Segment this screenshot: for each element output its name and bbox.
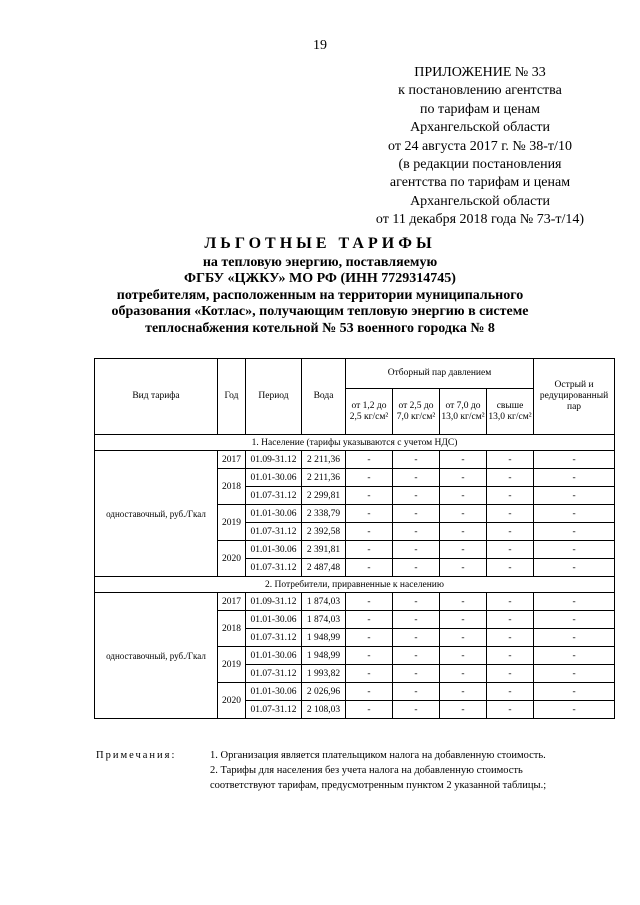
dash-cell: - (393, 505, 440, 523)
dash-cell: - (487, 469, 534, 487)
dash-cell: - (440, 629, 487, 647)
header-type: Вид тарифа (95, 359, 218, 435)
dash-cell: - (346, 611, 393, 629)
header-steam-sub: от 1,2 до 2,5 кг/см² (346, 389, 393, 435)
year-cell: 2019 (218, 647, 246, 683)
dash-cell: - (346, 487, 393, 505)
dash-cell: - (487, 629, 534, 647)
dash-cell: - (346, 505, 393, 523)
year-cell: 2018 (218, 469, 246, 505)
dash-cell: - (487, 701, 534, 719)
table-row (95, 593, 615, 611)
year-cell: 2020 (218, 683, 246, 719)
dash-cell: - (440, 593, 487, 611)
water-value-cell: 1 948,99 (302, 647, 346, 665)
title-main: ЛЬГОТНЫЕ ТАРИФЫ (204, 235, 436, 252)
dash-cell: - (534, 611, 615, 629)
dash-cell: - (393, 647, 440, 665)
water-value-cell: 2 211,36 (302, 469, 346, 487)
header-steam-sub: от 7,0 до 13,0 кг/см² (440, 389, 487, 435)
dash-cell: - (534, 469, 615, 487)
note-item: 1. Организация является плательщиком налога на добавленную стоимость. (210, 750, 546, 761)
year-cell: 2018 (218, 611, 246, 647)
dash-cell: - (346, 559, 393, 577)
period-cell: 01.01-30.06 (246, 505, 302, 523)
dash-cell: - (440, 487, 487, 505)
dash-cell: - (440, 647, 487, 665)
dash-cell: - (534, 701, 615, 719)
header-steam: Отборный пар давлением (346, 359, 534, 389)
dash-cell: - (393, 559, 440, 577)
period-cell: 01.07-31.12 (246, 523, 302, 541)
dash-cell: - (440, 611, 487, 629)
note-item: 2. Тарифы для населения без учета налога на добавленную стоимость (210, 765, 523, 776)
appendix-line: по тарифам и ценам (420, 101, 540, 117)
water-value-cell: 2 391,81 (302, 541, 346, 559)
dash-cell: - (534, 593, 615, 611)
dash-cell: - (487, 647, 534, 665)
appendix-line: от 11 декабря 2018 года № 73-т/14) (375, 212, 585, 228)
dash-cell: - (487, 683, 534, 701)
dash-cell: - (487, 541, 534, 559)
dash-cell: - (346, 665, 393, 683)
dash-cell: - (346, 593, 393, 611)
year-cell: 2019 (218, 505, 246, 541)
dash-cell: - (440, 665, 487, 683)
dash-cell: - (346, 629, 393, 647)
dash-cell: - (393, 541, 440, 559)
period-cell: 01.07-31.12 (246, 487, 302, 505)
tariff-table (94, 358, 615, 719)
dash-cell: - (393, 665, 440, 683)
dash-cell: - (487, 487, 534, 505)
water-value-cell: 2 026,96 (302, 683, 346, 701)
period-cell: 01.09-31.12 (246, 451, 302, 469)
dash-cell: - (487, 593, 534, 611)
dash-cell: - (346, 647, 393, 665)
appendix-line: Архангельской области (410, 120, 550, 136)
dash-cell: - (534, 451, 615, 469)
dash-cell: - (346, 701, 393, 719)
dash-cell: - (534, 647, 615, 665)
section-header: 2. Потребители, приравненные к населению (95, 577, 615, 593)
tariff-type-label: одноставочный, руб./Гкал (95, 451, 218, 577)
dash-cell: - (393, 523, 440, 541)
period-cell: 01.01-30.06 (246, 469, 302, 487)
water-value-cell: 1 948,99 (302, 629, 346, 647)
dash-cell: - (440, 469, 487, 487)
year-cell: 2020 (218, 541, 246, 577)
dash-cell: - (393, 487, 440, 505)
period-cell: 01.07-31.12 (246, 665, 302, 683)
dash-cell: - (534, 505, 615, 523)
water-value-cell: 2 487,48 (302, 559, 346, 577)
note-item: соответствуют тарифам, предусмотренным пунктом 2 указанной таблицы.; (210, 780, 547, 791)
appendix-line: агентства по тарифам и ценам (389, 175, 571, 191)
dash-cell: - (393, 593, 440, 611)
header-year: Год (218, 359, 246, 435)
dash-cell: - (534, 559, 615, 577)
dash-cell: - (534, 665, 615, 683)
dash-cell: - (440, 505, 487, 523)
dash-cell: - (487, 451, 534, 469)
appendix-line: ПРИЛОЖЕНИЕ № 33 (414, 65, 546, 80)
dash-cell: - (534, 683, 615, 701)
title-line: теплоснабжения котельной № 53 военного городка № 8 (145, 320, 495, 336)
water-value-cell: 1 993,82 (302, 665, 346, 683)
dash-cell: - (487, 523, 534, 541)
dash-cell: - (440, 701, 487, 719)
appendix-line: к постановлению агентства (398, 83, 562, 99)
header-period: Период (246, 359, 302, 435)
table-row (95, 451, 615, 469)
appendix-line: от 24 августа 2017 г. № 38-т/10 (388, 138, 572, 154)
title-line: образования «Котлас», получающим тепловую энергию в системе (111, 304, 529, 319)
period-cell: 01.07-31.12 (246, 629, 302, 647)
dash-cell: - (440, 559, 487, 577)
document-title (40, 236, 600, 337)
period-cell: 01.07-31.12 (246, 701, 302, 719)
dash-cell: - (487, 611, 534, 629)
dash-cell: - (534, 487, 615, 505)
dash-cell: - (440, 683, 487, 701)
header-steam-sub: свыше 13,0 кг/см² (487, 389, 534, 435)
page-number: 19 (313, 38, 327, 53)
appendix-block (340, 64, 620, 230)
period-cell: 01.09-31.12 (246, 593, 302, 611)
dash-cell: - (534, 629, 615, 647)
dash-cell: - (534, 541, 615, 559)
dash-cell: - (440, 451, 487, 469)
dash-cell: - (487, 559, 534, 577)
appendix-line: Архангельской области (410, 193, 550, 209)
dash-cell: - (346, 469, 393, 487)
dash-cell: - (393, 451, 440, 469)
dash-cell: - (440, 523, 487, 541)
period-cell: 01.01-30.06 (246, 647, 302, 665)
header-steam-sub: от 2,5 до 7,0 кг/см² (393, 389, 440, 435)
year-cell: 2017 (218, 593, 246, 611)
period-cell: 01.07-31.12 (246, 559, 302, 577)
water-value-cell: 2 338,79 (302, 505, 346, 523)
title-line: на тепловую энергию, поставляемую (202, 254, 438, 270)
water-value-cell: 2 299,81 (302, 487, 346, 505)
dash-cell: - (393, 611, 440, 629)
period-cell: 01.01-30.06 (246, 683, 302, 701)
water-value-cell: 1 874,03 (302, 611, 346, 629)
water-value-cell: 2 392,58 (302, 523, 346, 541)
dash-cell: - (487, 505, 534, 523)
dash-cell: - (393, 469, 440, 487)
dash-cell: - (393, 629, 440, 647)
tariff-type-label: одноставочный, руб./Гкал (95, 593, 218, 719)
period-cell: 01.01-30.06 (246, 541, 302, 559)
dash-cell: - (487, 665, 534, 683)
header-sharp-steam: Острый и редуцированный пар (534, 359, 615, 435)
title-line: ФГБУ «ЦЖКУ» МО РФ (ИНН 7729314745) (184, 271, 456, 286)
title-line: потребителям, расположенным на территории муниципального (116, 287, 524, 303)
dash-cell: - (346, 451, 393, 469)
period-cell: 01.01-30.06 (246, 611, 302, 629)
dash-cell: - (346, 541, 393, 559)
year-cell: 2017 (218, 451, 246, 469)
water-value-cell: 2 211,36 (302, 451, 346, 469)
dash-cell: - (393, 683, 440, 701)
section-header: 1. Население (тарифы указываются с учетом НДС) (95, 435, 615, 451)
dash-cell: - (440, 541, 487, 559)
dash-cell: - (346, 523, 393, 541)
water-value-cell: 2 108,03 (302, 701, 346, 719)
dash-cell: - (393, 701, 440, 719)
dash-cell: - (346, 683, 393, 701)
appendix-line: (в редакции постановления (398, 157, 562, 173)
water-value-cell: 1 874,03 (302, 593, 346, 611)
header-water: Вода (302, 359, 346, 435)
notes-title: Примечания: (96, 750, 177, 761)
dash-cell: - (534, 523, 615, 541)
